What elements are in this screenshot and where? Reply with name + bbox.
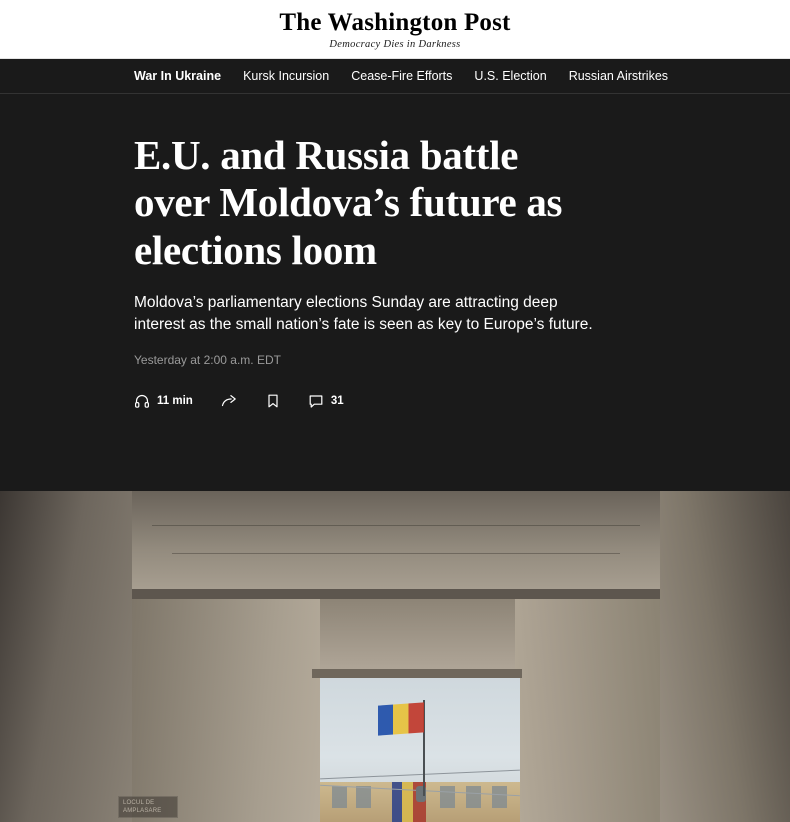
comments-count: 31	[330, 394, 344, 407]
photo-ceiling	[132, 491, 660, 589]
photo-inner-wall-left	[132, 599, 320, 822]
comments-button[interactable]	[308, 393, 344, 409]
photo-ceiling-band	[132, 589, 660, 599]
lead-photo	[0, 491, 790, 822]
topic-nav	[0, 59, 790, 94]
photo-overhead-wire-1	[320, 770, 520, 780]
photo-inner-lintel	[320, 599, 515, 673]
save-button[interactable]	[266, 393, 280, 409]
article-actions	[134, 393, 600, 409]
nav-item-war-in-ukraine[interactable]: War In Ukraine	[134, 69, 222, 84]
article-deck: Moldova’s parliamentary elections Sunday are attracting deep interest as the small nation’s fate is seen as key to Europe’s future.	[134, 293, 593, 334]
article-timestamp: Yesterday at 2:00 a.m. EDT	[134, 352, 281, 367]
photo-wall-left	[0, 491, 132, 822]
photo-archway-opening	[320, 678, 520, 822]
article-hero	[0, 94, 790, 491]
site-logo[interactable]: The Washington Post	[279, 9, 511, 36]
headphones-icon	[134, 393, 150, 409]
photo-wall-right	[660, 491, 790, 822]
photo-plaque-text: LOCUL DE AMPLASARE	[123, 800, 162, 815]
nav-item-us-election[interactable]: U.S. Election	[474, 69, 547, 84]
nav-item-kursk-incursion[interactable]: Kursk Incursion	[243, 69, 330, 84]
share-arrow-icon	[221, 393, 238, 409]
share-button[interactable]	[221, 393, 238, 409]
photo-lintel-ledge	[312, 669, 522, 678]
photo-inner-wall-right	[515, 599, 660, 822]
nav-item-cease-fire-efforts[interactable]: Cease-Fire Efforts	[351, 69, 453, 84]
listen-button[interactable]	[134, 393, 193, 409]
photo-moldova-flag	[378, 703, 424, 736]
masthead	[0, 0, 790, 59]
listen-duration: 11 min	[157, 394, 193, 407]
article-headline[interactable]: E.U. and Russia battle over Moldova’s future as elections loom	[134, 132, 563, 273]
site-tagline: Democracy Dies in Darkness	[329, 39, 461, 51]
comment-bubble-icon	[308, 393, 324, 409]
nav-item-russian-airstrikes[interactable]: Russian Airstrikes	[568, 69, 669, 84]
bookmark-icon	[266, 393, 280, 409]
photo-wall-plaque	[118, 796, 178, 818]
